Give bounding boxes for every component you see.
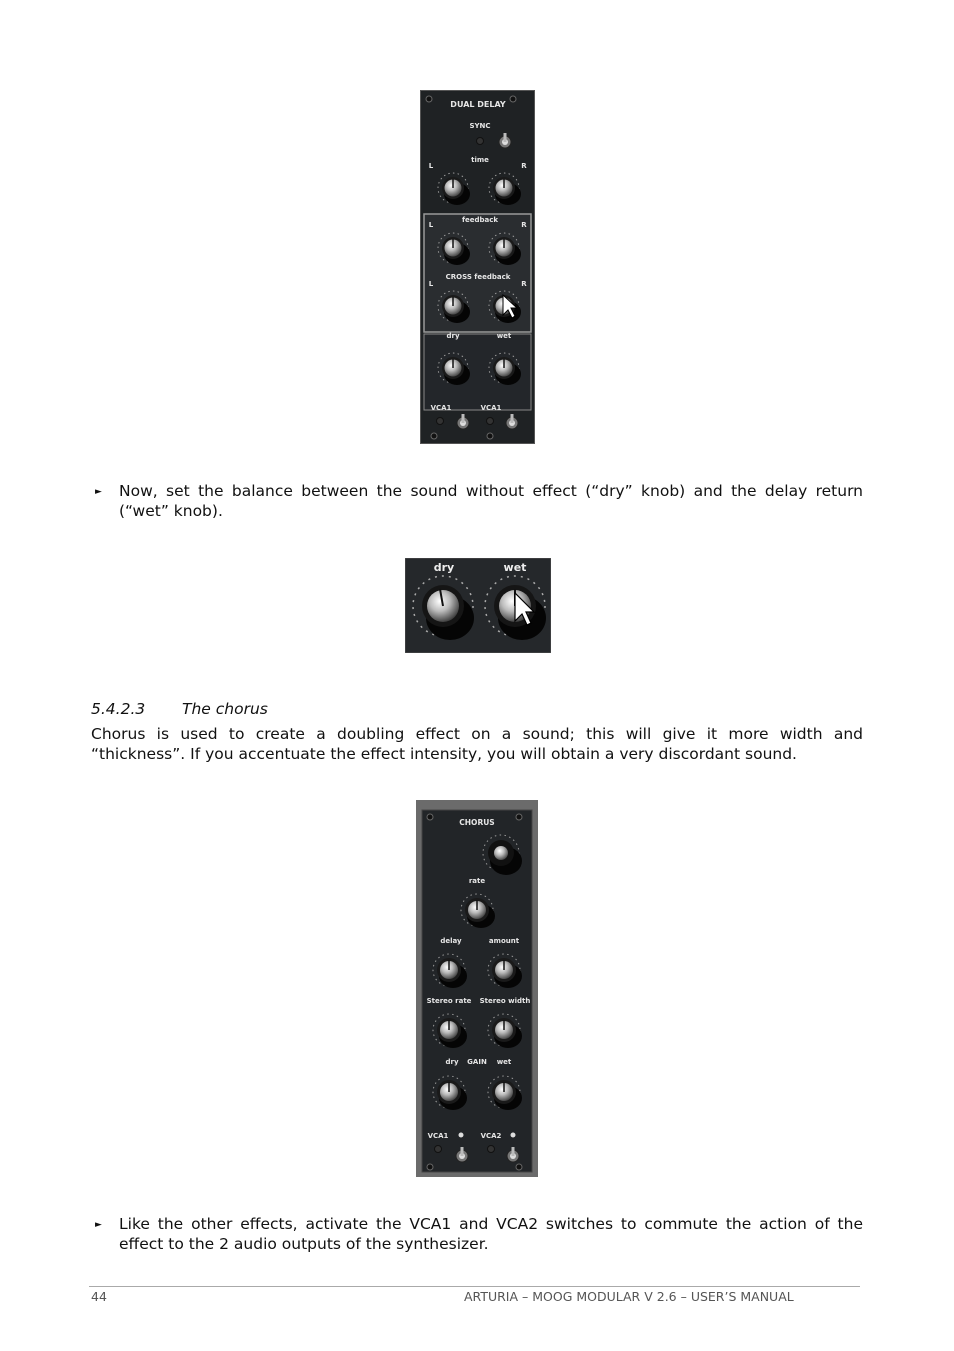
vca1-indicator — [459, 1133, 464, 1138]
sync-led — [477, 138, 484, 145]
gain-wet-label: wet — [496, 1058, 512, 1066]
cross-right-label: R — [521, 280, 527, 288]
section-title: The chorus — [182, 700, 268, 718]
delay-label: delay — [440, 937, 462, 945]
bullet1-line1: Now, set the balance between the sound without effect (“dry” knob) and the delay return — [119, 482, 863, 500]
sync-label: SYNC — [469, 122, 491, 130]
vca2-led — [488, 1146, 495, 1153]
wet-label: wet — [496, 332, 512, 340]
bullet2-line1: Like the other effects, activate the VCA1 and VCA2 switches to commute the action of the — [119, 1215, 863, 1233]
vca1-label: VCA1 — [427, 1132, 449, 1140]
bullet-arrow-icon: ► — [95, 487, 102, 497]
vca-left-label: VCA1 — [430, 404, 452, 412]
time-right-label: R — [521, 162, 527, 170]
section-number: 5.4.2.3 — [91, 700, 146, 718]
amount-label: amount — [488, 937, 520, 945]
vca-right-led — [487, 418, 494, 425]
bullet2-arrow-icon: ► — [95, 1220, 102, 1230]
footer-manual-title: ARTURIA – MOOG MODULAR V 2.6 – USER’S MANUAL — [464, 1289, 794, 1304]
closeup-dry-label: dry — [433, 561, 455, 574]
rate-label: rate — [468, 877, 486, 885]
footer-rule — [89, 1286, 860, 1287]
closeup-wet-label: wet — [503, 561, 527, 574]
dry-label: dry — [446, 332, 460, 340]
cross-left-label: L — [428, 280, 434, 288]
dual-delay-module — [420, 90, 535, 444]
section-para-line2: “thickness”. If you accentuate the effect intensity, you will obtain a very discordant sound. — [91, 745, 797, 763]
vca2-indicator — [511, 1133, 516, 1138]
cross-feedback-label: CROSS feedback — [445, 273, 511, 281]
stereo-rate-label: Stereo rate — [426, 997, 472, 1005]
chorus-title: CHORUS — [459, 818, 495, 827]
dry-wet-closeup — [405, 558, 551, 653]
time-left-label: L — [428, 162, 434, 170]
vca-left-led — [437, 418, 444, 425]
vca2-label: VCA2 — [480, 1132, 502, 1140]
dual-delay-title: DUAL DELAY — [450, 100, 506, 109]
feedback-label: feedback — [461, 216, 499, 224]
footer-page-number: 44 — [91, 1289, 107, 1304]
stereo-width-label: Stereo width — [479, 997, 531, 1005]
feedback-right-label: R — [521, 221, 527, 229]
bullet1-line2: (“wet” knob). — [119, 502, 223, 520]
vca-right-label: VCA1 — [480, 404, 502, 412]
gain-dry-label: dry — [445, 1058, 459, 1066]
section-para-line1: Chorus is used to create a doubling effect on a sound; this will give it more width and — [91, 725, 863, 743]
feedback-left-label: L — [428, 221, 434, 229]
vca1-led — [435, 1146, 442, 1153]
bullet2-line2: effect to the 2 audio outputs of the synthesizer. — [119, 1235, 489, 1253]
chorus-module — [416, 800, 538, 1177]
gain-label: GAIN — [467, 1058, 487, 1066]
time-label: time — [471, 156, 489, 164]
